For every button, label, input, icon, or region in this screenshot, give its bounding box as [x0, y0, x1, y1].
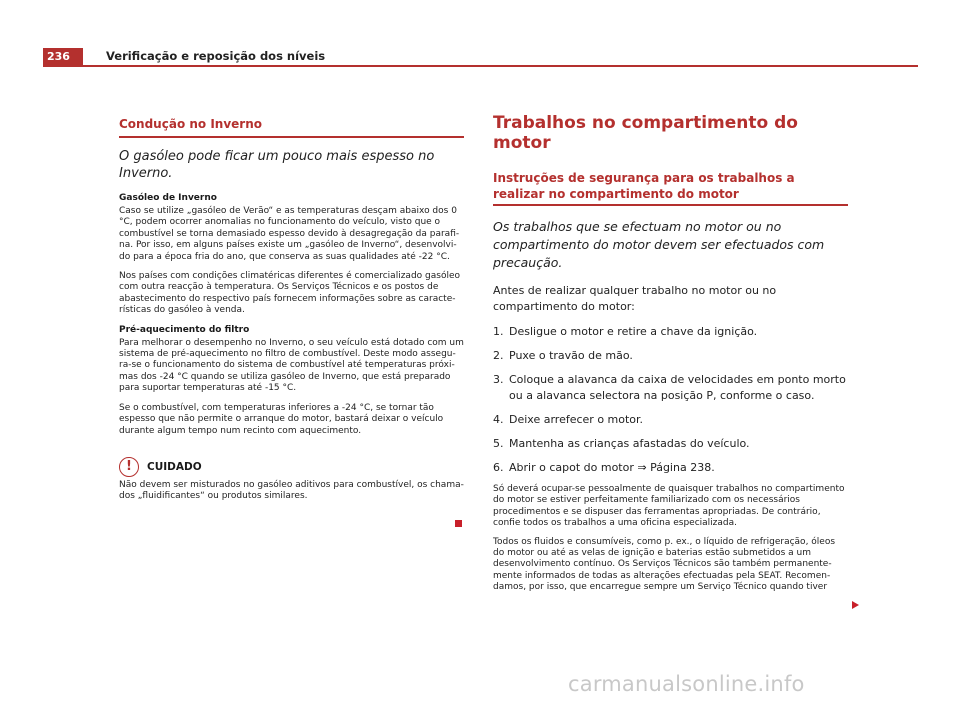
list-item: 2. Puxe o travão de mão. [493, 349, 633, 362]
section-rule [493, 204, 848, 206]
section-title-winter: Condução no Inverno [119, 117, 262, 131]
warning-text: Não devem ser misturados no gasóleo aditivos para combustível, os chamados „fluidificantes“ ou produtos similares. [119, 479, 464, 502]
warning-icon: ! [119, 457, 139, 477]
paragraph: Para melhorar o desempenho no Inverno, o seu veículo está dotado com um sistema de pré-aquecimento no filtro de combustível. Deste modo assegura-se o funcionamento do sistema de combustível até temperaturas próximas dos -24 °C quando se utiliza gasóleo de Inverno, que está preparado para suportar temperaturas até -15 °C. [119, 337, 464, 394]
steps-list [493, 324, 848, 476]
paragraph: Só deverá ocupar-se pessoalmente de quaisquer trabalhos no compartimento do motor se estiver perfeitamente familiarizado com os necessários procedimentos e se dispuser das ferramentas apropriadas. De contrário, confie todos os trabalhos a uma oficina especializada. [493, 484, 845, 529]
subheading-filter-preheating: Pré-aquecimento do filtro [119, 324, 250, 335]
list-item: 4. Deixe arrefecer o motor. [493, 413, 644, 426]
page-number: 236 [43, 48, 83, 65]
paragraph: Caso se utilize „gasóleo de Verão“ e as temperaturas desçam abaixo dos 0 °C, podem ocorrer anomalias no funcionamento do veículo, visto que o combustível se torna demasiado espesso devido à desagregação da parafina. Por isso, em alguns países existe um „gasóleo de Inverno“, desenvolvido para a época fria do ano, que conserva as suas qualidades até -22 °C. [119, 206, 460, 262]
page-header [43, 48, 918, 65]
paragraph: Se o combustível, com temperaturas inferiores a -24 °C, se tornar tão espesso que não permite o arranque do motor, bastará deixar o veículo durante algum tempo num recinto com aquecimento. [119, 402, 444, 436]
list-item: 6. Abrir o capot do motor ⇒ Página 238. [493, 461, 715, 474]
chapter-title: Verificação e reposição dos níveis [106, 49, 326, 63]
left-column [119, 113, 464, 511]
lead-text: Os trabalhos que se efectuam no motor ou no compartimento do motor devem ser efectuados com precaução. [493, 219, 825, 270]
intro-text: Antes de realizar qualquer trabalho no motor ou no compartimento do motor: [493, 284, 777, 313]
list-item: 3. Coloque a alavanca da caixa de velocidades em ponto morto ou a alavanca selectora na posição P, conforme o caso. [493, 373, 846, 402]
chapter-heading: Trabalhos no compartimento do motor [493, 113, 798, 153]
paragraph: Todos os fluidos e consumíveis, como p. ex., o líquido de refrigeração, óleos do motor ou até as velas de ignição e baterias estão submetidos a um desenvolvimento contínuo. Os Serviços Técnicos são também permanentemente informados de todas as alterações efectuadas pela SEAT. Recomendamos, por isso, que encarregue sempre um Serviço Técnico quando tiver [493, 536, 836, 593]
safety-subheading: Instruções de segurança para os trabalhos a realizar no compartimento do motor [493, 171, 795, 201]
subheading-winter-diesel: Gasóleo de Inverno [119, 193, 217, 203]
header-rule [43, 65, 918, 67]
section-end-marker [455, 520, 462, 527]
right-column [493, 113, 848, 601]
warning-heading [119, 457, 464, 477]
watermark: carmanualsonline.info [568, 672, 805, 696]
paragraph: Nos países com condições climatéricas diferentes é comercializado gasóleo com outra reacção à temperatura. Os Serviços Técnicos e os postos de abastecimento do respectivo país fornecem informações sobre as características do gasóleo à venda. [119, 271, 460, 316]
continue-arrow-icon [852, 601, 859, 609]
warning-title: CUIDADO [147, 460, 202, 473]
list-item: 1. Desligue o motor e retire a chave da ignição. [493, 325, 758, 338]
section-rule [119, 136, 464, 138]
list-item: 5. Mantenha as crianças afastadas do veículo. [493, 437, 750, 450]
lead-text: O gasóleo pode ficar um pouco mais espesso no Inverno. [119, 149, 435, 181]
